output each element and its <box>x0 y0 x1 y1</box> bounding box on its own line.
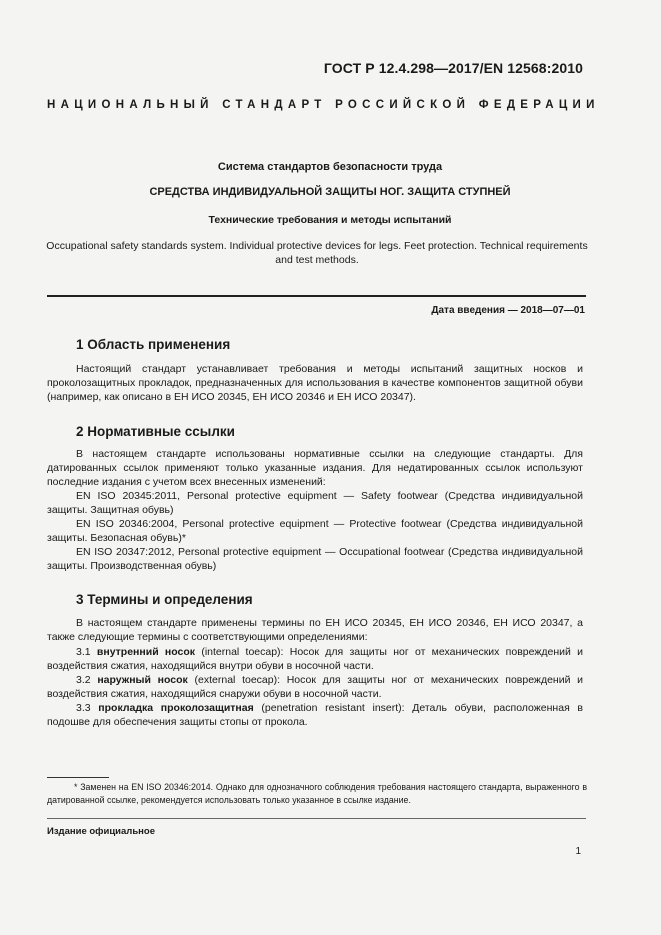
page-number: 1 <box>575 846 581 857</box>
term-3-2 <box>47 673 583 701</box>
section-1-heading: 1 Область применения <box>76 337 231 352</box>
term-number: 3.3 <box>76 702 91 714</box>
term-name: наружный носок <box>97 674 188 686</box>
term-definition: (external toecap): Носок для защиты ног от механических повреждений и воздействия сжатия, находящийся снаружи обуви в носочной части. <box>47 674 584 701</box>
system-title: Система стандартов безопасности труда <box>217 161 443 173</box>
section-1-paragraph: Настоящий стандарт устанавливает требования и методы испытаний защитных носков и проколозащитных прокладок, предназначенных для использования в качестве компонентов защитной обуви (например, как описано в ЕН ИСО 20345, ЕН ИСО 20346 и ЕН ИСО 20347). <box>47 363 583 404</box>
footnote: * Заменен на EN ISO 20346:2014. Однако для однозначного соблюдения требования настоящего стандарта, выраженного в датированной ссылке, рекомендуется использовать только указанное в ссылке издание. <box>47 782 587 805</box>
title-divider <box>47 295 586 297</box>
sub-title: Технические требования и методы испытаний <box>208 214 452 226</box>
term-3-1 <box>47 645 583 673</box>
section-2-heading: 2 Нормативные ссылки <box>76 424 235 439</box>
term-definition: (internal toecap): Носок для защиты ног от механических повреждений и воздействия сжатия, находящийся внутри обуви в носочной части. <box>47 646 583 673</box>
term-name: прокладка проколозащитная <box>98 702 254 714</box>
gost-code: ГОСТ Р 12.4.298—2017/EN 12568:2010 <box>323 60 583 76</box>
section-3-paragraph: В настоящем стандарте применены термины по ЕН ИСО 20345, ЕН ИСО 20346, ЕН ИСО 20347, а также следующие термины с соответствующими определениями: <box>47 617 583 644</box>
introduction-date: Дата введения — 2018—07—01 <box>431 305 585 316</box>
term-number: 3.1 <box>76 646 91 658</box>
term-number: 3.2 <box>76 674 91 686</box>
section-3-heading: 3 Термины и определения <box>76 592 253 607</box>
term-definition: (penetration resistant insert): Деталь обуви, расположенная в подошве для обеспечения защиты стопы от прокола. <box>47 702 584 729</box>
footer-divider <box>47 818 586 819</box>
term-3-3 <box>47 701 583 729</box>
english-title: Occupational safety standards system. Individual protective devices for legs. Feet protection. Technical requirements and test methods. <box>46 240 588 266</box>
section-2-paragraph: В настоящем стандарте использованы нормативные ссылки на следующие стандарты. Для датированных ссылок применяют только указанные издания. Для недатированных ссылок используют последние издания с учетом всех внесенных изменений: <box>47 448 583 489</box>
normative-reference-1: EN ISO 20345:2011, Personal protective equipment — Safety footwear (Средства индивидуальной защиты. Защитная обувь) <box>47 490 583 517</box>
footnote-divider <box>47 777 109 778</box>
normative-reference-2: EN ISO 20346:2004, Personal protective equipment — Protective footwear (Средства индивидуальной защиты. Безопасная обувь)* <box>47 518 583 545</box>
main-title: СРЕДСТВА ИНДИВИДУАЛЬНОЙ ЗАЩИТЫ НОГ. ЗАЩИТА СТУПНЕЙ <box>149 186 511 198</box>
edition-label: Издание официальное <box>47 826 155 837</box>
normative-reference-3: EN ISO 20347:2012, Personal protective equipment — Occupational footwear (Средства индивидуальной защиты. Производственная обувь) <box>47 546 583 573</box>
term-name: внутренний носок <box>96 646 196 658</box>
national-standard-heading: НАЦИОНАЛЬНЫЙ СТАНДАРТ РОССИЙСКОЙ ФЕДЕРАЦИИ <box>47 99 600 111</box>
